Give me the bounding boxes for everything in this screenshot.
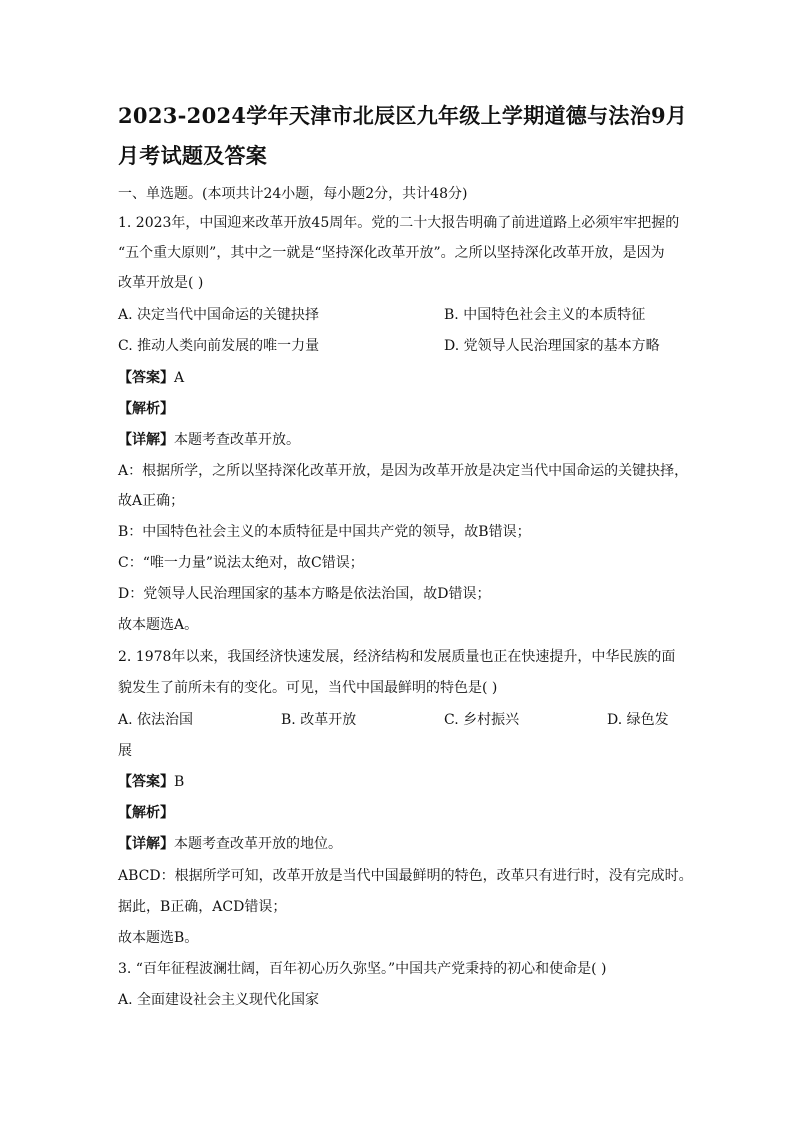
q3-option-a: A. 全面建设社会主义现代化国家 — [118, 992, 320, 1008]
q1-detail-text: 本题考查改革开放。 — [174, 432, 300, 448]
q2-detail — [118, 834, 342, 854]
q1-detail-tag: 【详解】 — [118, 432, 174, 448]
q2-option-d-continued: 展 — [118, 743, 132, 759]
q2-stem-line1: 2. 1978年以来，我国经济快速发展，经济结构和发展质量也正在快速提升，中华民族的面 — [118, 649, 676, 665]
q2-option-b: B. 改革开放 — [281, 712, 357, 728]
q1-explain-a-line2: 故A正确； — [118, 493, 185, 509]
q2-explain-basis: 据此，B正确，ACD错误； — [118, 899, 287, 915]
q2-explain-abcd: ABCD：根据所学可知，改革开放是当代中国最鲜明的特色，改革只有进行时，没有完成时。 — [118, 868, 693, 884]
q1-explain-b: B：中国特色社会主义的本质特征是中国共产党的领导，故B错误； — [118, 524, 531, 540]
q2-answer — [118, 772, 184, 792]
q2-detail-text: 本题考查改革开放的地位。 — [174, 836, 342, 852]
section-heading: 一、单选题。(本项共计24小题，每小题2分，共计48分) — [118, 186, 468, 202]
q2-answer-tag: 【答案】 — [118, 774, 174, 790]
q1-option-c: C. 推动人类向前发展的唯一力量 — [118, 338, 320, 354]
q1-analysis-tag — [118, 399, 174, 419]
q2-conclusion: 故本题选B。 — [118, 930, 199, 946]
q1-option-d: D. 党领导人民治理国家的基本方略 — [444, 338, 660, 354]
q2-stem-line2: 貌发生了前所未有的变化。可见，当代中国最鲜明的特色是( ) — [118, 680, 498, 696]
q1-conclusion: 故本题选A。 — [118, 617, 199, 633]
q2-option-d: D. 绿色发 — [607, 712, 669, 728]
q1-analysis-label: 【解析】 — [118, 401, 174, 417]
q2-option-c: C. 乡村振兴 — [444, 712, 520, 728]
document-title-line1: 2023-2024学年天津市北辰区九年级上学期道德与法治9月 — [118, 103, 688, 128]
q1-option-b: B. 中国特色社会主义的本质特征 — [444, 307, 646, 323]
q2-option-a: A. 依法治国 — [118, 712, 194, 728]
q1-stem-line1: 1. 2023年，中国迎来改革开放45周年。党的二十大报告明确了前进道路上必须牢牢把握的 — [118, 215, 680, 231]
q1-detail — [118, 430, 300, 450]
q2-answer-value: B — [174, 774, 185, 790]
q2-detail-tag: 【详解】 — [118, 836, 174, 852]
q1-answer-value: A — [174, 370, 185, 386]
q1-option-a: A. 决定当代中国命运的关键抉择 — [118, 307, 320, 323]
q1-explain-a-line1: A：根据所学，之所以坚持深化改革开放，是因为改革开放是决定当代中国命运的关键抉择， — [118, 463, 689, 479]
document-title-line2: 月考试题及答案 — [118, 143, 268, 168]
q2-analysis-tag — [118, 803, 174, 823]
q1-answer — [118, 368, 184, 388]
q1-stem-line3: 改革开放是( ) — [118, 275, 204, 291]
q1-explain-d: D：党领导人民治理国家的基本方略是依法治国，故D错误； — [118, 586, 491, 602]
q3-stem-line1: 3. “百年征程波澜壮阔，百年初心历久弥坚。”中国共产党秉持的初心和使命是( ) — [118, 961, 607, 977]
q1-stem-line2: “五个重大原则”，其中之一就是“坚持深化改革开放”。之所以坚持深化改革开放，是因为 — [118, 245, 665, 261]
q1-explain-c: C：“唯一力量”说法太绝对，故C错误； — [118, 555, 364, 571]
q2-analysis-label: 【解析】 — [118, 805, 174, 821]
q1-answer-tag: 【答案】 — [118, 370, 174, 386]
